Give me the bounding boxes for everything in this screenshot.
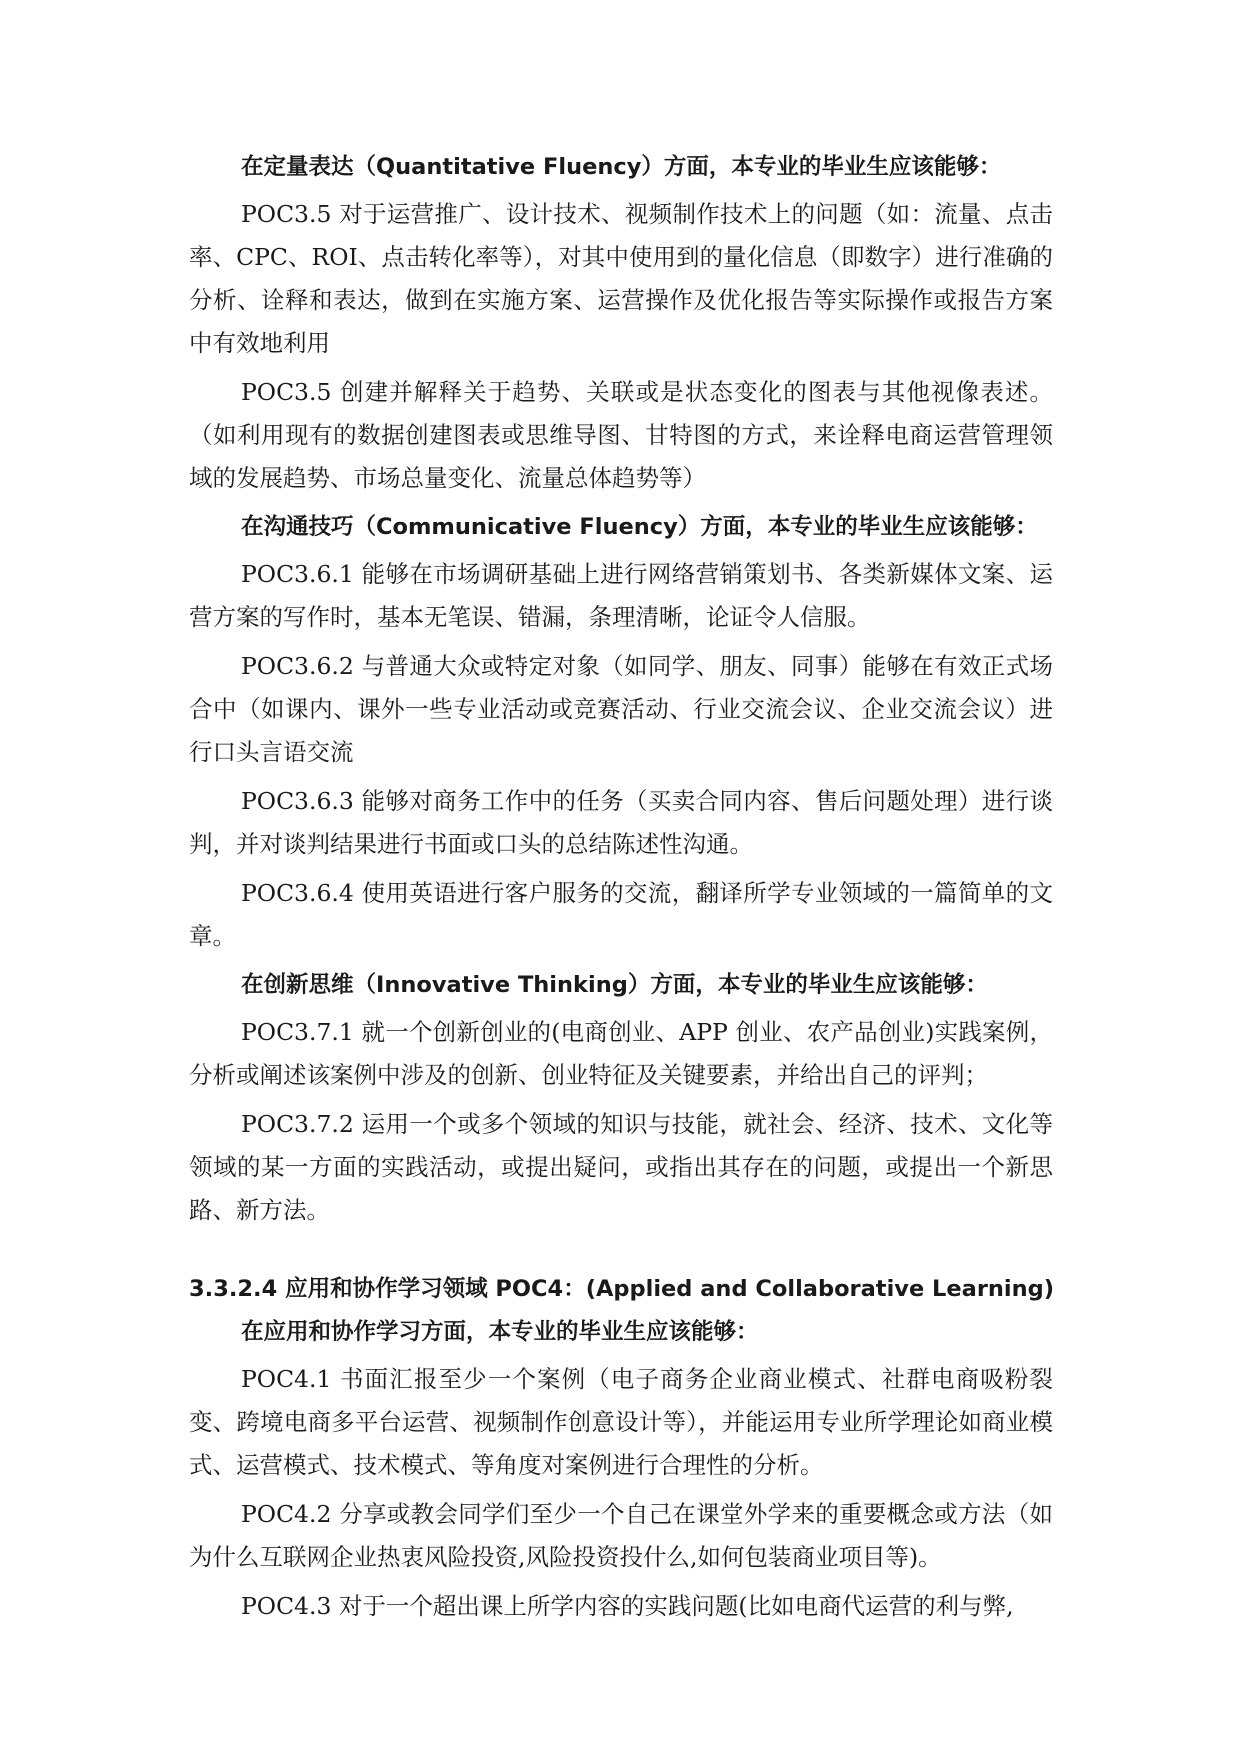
poc-3-6-2-paragraph: POC3.6.2 与普通大众或特定对象（如同学、朋友、同事）能够在有效正式场合中（如课内、课外一些专业活动或竞赛活动、行业交流会议、企业交流会议）进行口头言语交流 [189, 652, 1053, 766]
poc-4-3-paragraph: POC4.3 对于一个超出课上所学内容的实践问题(比如电商代运营的利与弊, [241, 1592, 1014, 1620]
poc-4-1-paragraph: POC4.1 书面汇报至少一个案例（电子商务企业商业模式、社群电商吸粉裂变、跨境电商多平台运营、视频制作创意设计等），并能运用专业所学理论如商业模式、运营模式、技术模式、等角度对案例进行合理性的分析。 [189, 1365, 1053, 1479]
applied-learning-heading: 在应用和协作学习方面，本专业的毕业生应该能够： [241, 1319, 759, 1345]
poc-3-7-1-paragraph: POC3.7.1 就一个创新创业的(电商创业、APP 创业、农产品创业)实践案例，分析或阐述该案例中涉及的创新、创业特征及关键要素，并给出自己的评判； [189, 1018, 1053, 1089]
quantitative-fluency-heading: 在定量表达（Quantitative Fluency）方面，本专业的毕业生应该能够： [241, 154, 1002, 180]
poc-3-7-2-paragraph: POC3.7.2 运用一个或多个领域的知识与技能，就社会、经济、技术、文化等领域的某一方面的实践活动，或提出疑问，或指出其存在的问题，或提出一个新思路、新方法。 [189, 1110, 1053, 1224]
poc-3-6-4-paragraph: POC3.6.4 使用英语进行客户服务的交流，翻译所学专业领域的一篇简单的文章。 [189, 879, 1053, 950]
poc-3-5-chart-paragraph: POC3.5 创建并解释关于趋势、关联或是状态变化的图表与其他视像表述。（如利用现有的数据创建图表或思维导图、甘特图的方式，来诠释电商运营管理领域的发展趋势、市场总量变化、流量总体趋势等） [189, 378, 1053, 492]
poc-3-5-paragraph: POC3.5 对于运营推广、设计技术、视频制作技术上的问题（如：流量、点击率、CPC、ROI、点击转化率等），对其中使用到的量化信息（即数字）进行准确的分析、诠释和表达，做到在实施方案、运营操作及优化报告等实际操作或报告方案中有效地利用 [189, 200, 1053, 357]
communicative-fluency-heading: 在沟通技巧（Communicative Fluency）方面，本专业的毕业生应该能够： [241, 514, 1038, 540]
section-spacer [189, 1238, 1053, 1268]
poc-3-6-1-paragraph: POC3.6.1 能够在市场调研基础上进行网络营销策划书、各类新媒体文案、运营方案的写作时，基本无笔误、错漏，条理清晰，论证令人信服。 [189, 560, 1053, 631]
document-page [189, 146, 1053, 1634]
innovative-thinking-heading: 在创新思维（Innovative Thinking）方面，本专业的毕业生应该能够： [241, 972, 988, 998]
section-3-3-2-4-title: 3.3.2.4 应用和协作学习领域 POC4：(Applied and Collaborative Learning) [189, 1276, 1055, 1302]
poc-4-2-paragraph: POC4.2 分享或教会同学们至少一个自己在课堂外学来的重要概念或方法（如为什么互联网企业热衷风险投资,风险投资投什么,如何包装商业项目等)。 [189, 1500, 1053, 1571]
poc-3-6-3-paragraph: POC3.6.3 能够对商务工作中的任务（买卖合同内容、售后问题处理）进行谈判，并对谈判结果进行书面或口头的总结陈述性沟通。 [189, 787, 1053, 858]
